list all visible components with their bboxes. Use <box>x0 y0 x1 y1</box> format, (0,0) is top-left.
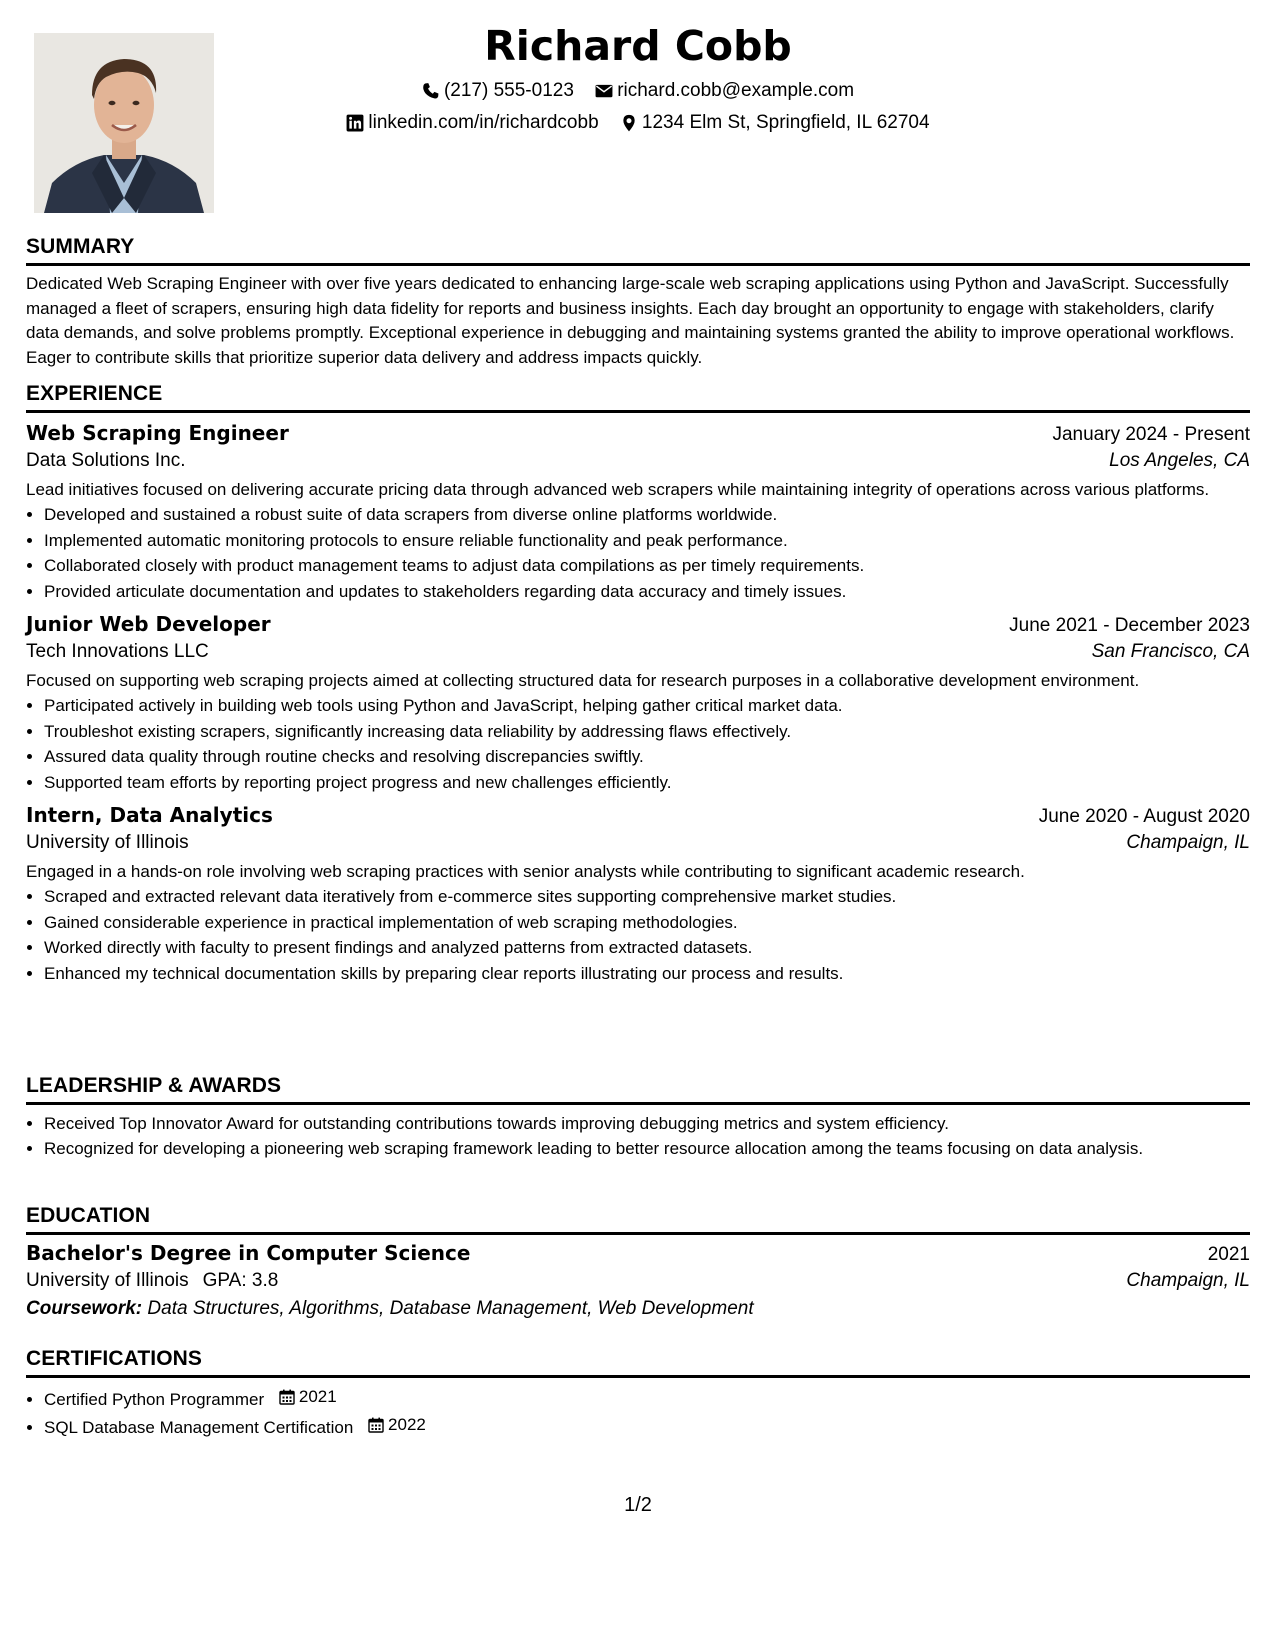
experience-section <box>26 382 1250 986</box>
linkedin-icon <box>346 114 364 132</box>
job-description: Engaged in a hands-on role involving web scraping practices with senior analysts while contributing to significant academic research. <box>26 862 1025 881</box>
section-heading: LEADERSHIP & AWARDS <box>26 1074 1250 1105</box>
job-title: Junior Web Developer <box>26 612 271 636</box>
job-location: Los Angeles, CA <box>1109 450 1250 471</box>
calendar-icon <box>279 1389 295 1405</box>
job-bullets <box>26 502 1250 604</box>
certification-name: Certified Python Programmer <box>44 1389 265 1409</box>
job-description: Focused on supporting web scraping projects aimed at collecting structured data for research purposes in a collaborative development environment. <box>26 671 1140 690</box>
company-name: Data Solutions Inc. <box>26 450 186 471</box>
phone-text: (217) 555-0123 <box>443 80 574 101</box>
linkedin-contact[interactable] <box>346 112 598 134</box>
degree-title: Bachelor's Degree in Computer Science <box>26 1241 471 1265</box>
list-item: • Supported team efforts by reporting project progress and new challenges efficiently. <box>44 770 1250 796</box>
section-heading: CERTIFICATIONS <box>26 1347 1250 1378</box>
contact-row-2 <box>26 112 1250 138</box>
phone-icon <box>422 82 440 100</box>
awards-list <box>26 1111 1250 1161</box>
graduation-year: 2021 <box>1207 1244 1250 1265</box>
list-item: • Enhanced my technical documentation skills by preparing clear reports illustrating our process and results. <box>44 961 1250 987</box>
job-dates: January 2024 - Present <box>1052 424 1250 445</box>
contact-row-1 <box>26 80 1250 106</box>
job-entry <box>26 803 1250 986</box>
job-entry <box>26 421 1250 604</box>
list-item: • Recognized for developing a pioneering web scraping framework leading to better resource allocation among the teams focusing on data analysis. <box>44 1137 1250 1161</box>
job-title: Intern, Data Analytics <box>26 803 273 827</box>
list-item: • Gained considerable experience in practical implementation of web scraping methodologies. <box>44 910 1250 936</box>
calendar-icon <box>368 1417 384 1433</box>
summary-text: Dedicated Web Scraping Engineer with over five years dedicated to enhancing large-scale web scraping applications using Python and JavaScript. Successfully managed a fleet of scrapers, ensuring high data fidelity for reports and business insights. Each day brought an opportunity to engage with stakeholders, clarify data demands, and solve problems promptly. Exceptional experience in debugging and maintaining systems granted the ability to improve operational workflows. Eager to contribute skills that prioritize superior data delivery and address impacts quickly. <box>26 274 1235 367</box>
list-item: • Assured data quality through routine checks and resolving discrepancies swiftly. <box>44 744 1250 770</box>
job-dates: June 2021 - December 2023 <box>1009 615 1250 636</box>
certification-name: SQL Database Management Certification <box>44 1418 354 1437</box>
certification-year: 2021 <box>298 1387 337 1406</box>
summary-section <box>26 235 1250 370</box>
company-name: Tech Innovations LLC <box>26 641 209 662</box>
map-pin-icon <box>620 114 638 132</box>
coursework-list: Data Structures, Algorithms, Database Management, Web Development <box>147 1298 754 1319</box>
email-text: richard.cobb@example.com <box>617 80 855 101</box>
certification-year: 2022 <box>388 1415 426 1435</box>
certifications-section <box>26 1347 1250 1441</box>
section-heading: EXPERIENCE <box>26 382 1250 413</box>
list-item: • Worked directly with faculty to present findings and analyzed patterns from extracted datasets. <box>44 935 1250 961</box>
list-item: • Provided articulate documentation and updates to stakeholders regarding data accuracy and timely issues. <box>44 579 1250 605</box>
section-heading: SUMMARY <box>26 235 1250 266</box>
job-entry <box>26 612 1250 795</box>
list-item <box>44 1412 1250 1440</box>
job-description: Lead initiatives focused on delivering accurate pricing data through advanced web scrapers while maintaining integrity of operations across various platforms. <box>26 480 1210 499</box>
gpa: GPA: 3.8 <box>202 1270 279 1291</box>
page-number: 1/2 <box>624 1494 652 1516</box>
job-dates: June 2020 - August 2020 <box>1038 806 1250 827</box>
email-contact[interactable] <box>595 80 854 102</box>
list-item: • Received Top Innovator Award for outstanding contributions towards improving debugging metrics and system efficiency. <box>44 1111 1250 1137</box>
list-item: • Troubleshot existing scrapers, significantly increasing data reliability by addressing flaws effectively. <box>44 719 1250 745</box>
address-text: 1234 Elm St, Springfield, IL 62704 <box>641 112 930 133</box>
section-heading: EDUCATION <box>26 1204 1250 1235</box>
list-item <box>44 1384 1250 1412</box>
certifications-list <box>26 1384 1250 1441</box>
job-title: Web Scraping Engineer <box>26 421 289 445</box>
school-name: University of Illinois <box>26 1270 189 1291</box>
education-section <box>26 1204 1250 1320</box>
school-location: Champaign, IL <box>1126 1270 1250 1291</box>
job-bullets <box>26 884 1250 986</box>
linkedin-text: linkedin.com/in/richardcobb <box>368 112 599 133</box>
envelope-icon <box>595 82 613 100</box>
job-location: Champaign, IL <box>1126 832 1250 853</box>
job-bullets <box>26 693 1250 795</box>
coursework-label: Coursework: <box>26 1298 143 1319</box>
address-contact <box>620 112 930 134</box>
list-item: • Implemented automatic monitoring protocols to ensure reliable functionality and peak performance. <box>44 528 1250 554</box>
list-item: • Collaborated closely with product management teams to adjust data compilations as per timely requirements. <box>44 553 1250 579</box>
list-item: • Scraped and extracted relevant data iteratively from e-commerce sites supporting comprehensive market studies. <box>44 884 1250 910</box>
job-location: San Francisco, CA <box>1091 641 1250 662</box>
list-item: • Participated actively in building web tools using Python and JavaScript, helping gather critical market data. <box>44 693 1250 719</box>
leadership-section <box>26 1074 1250 1161</box>
company-name: University of Illinois <box>26 832 189 853</box>
candidate-name: Richard Cobb <box>484 22 792 70</box>
phone-contact[interactable] <box>422 80 574 102</box>
resume-page <box>26 0 1250 1650</box>
coursework <box>26 1298 1250 1320</box>
list-item: • Developed and sustained a robust suite of data scrapers from diverse online platforms worldwide. <box>44 502 1250 528</box>
